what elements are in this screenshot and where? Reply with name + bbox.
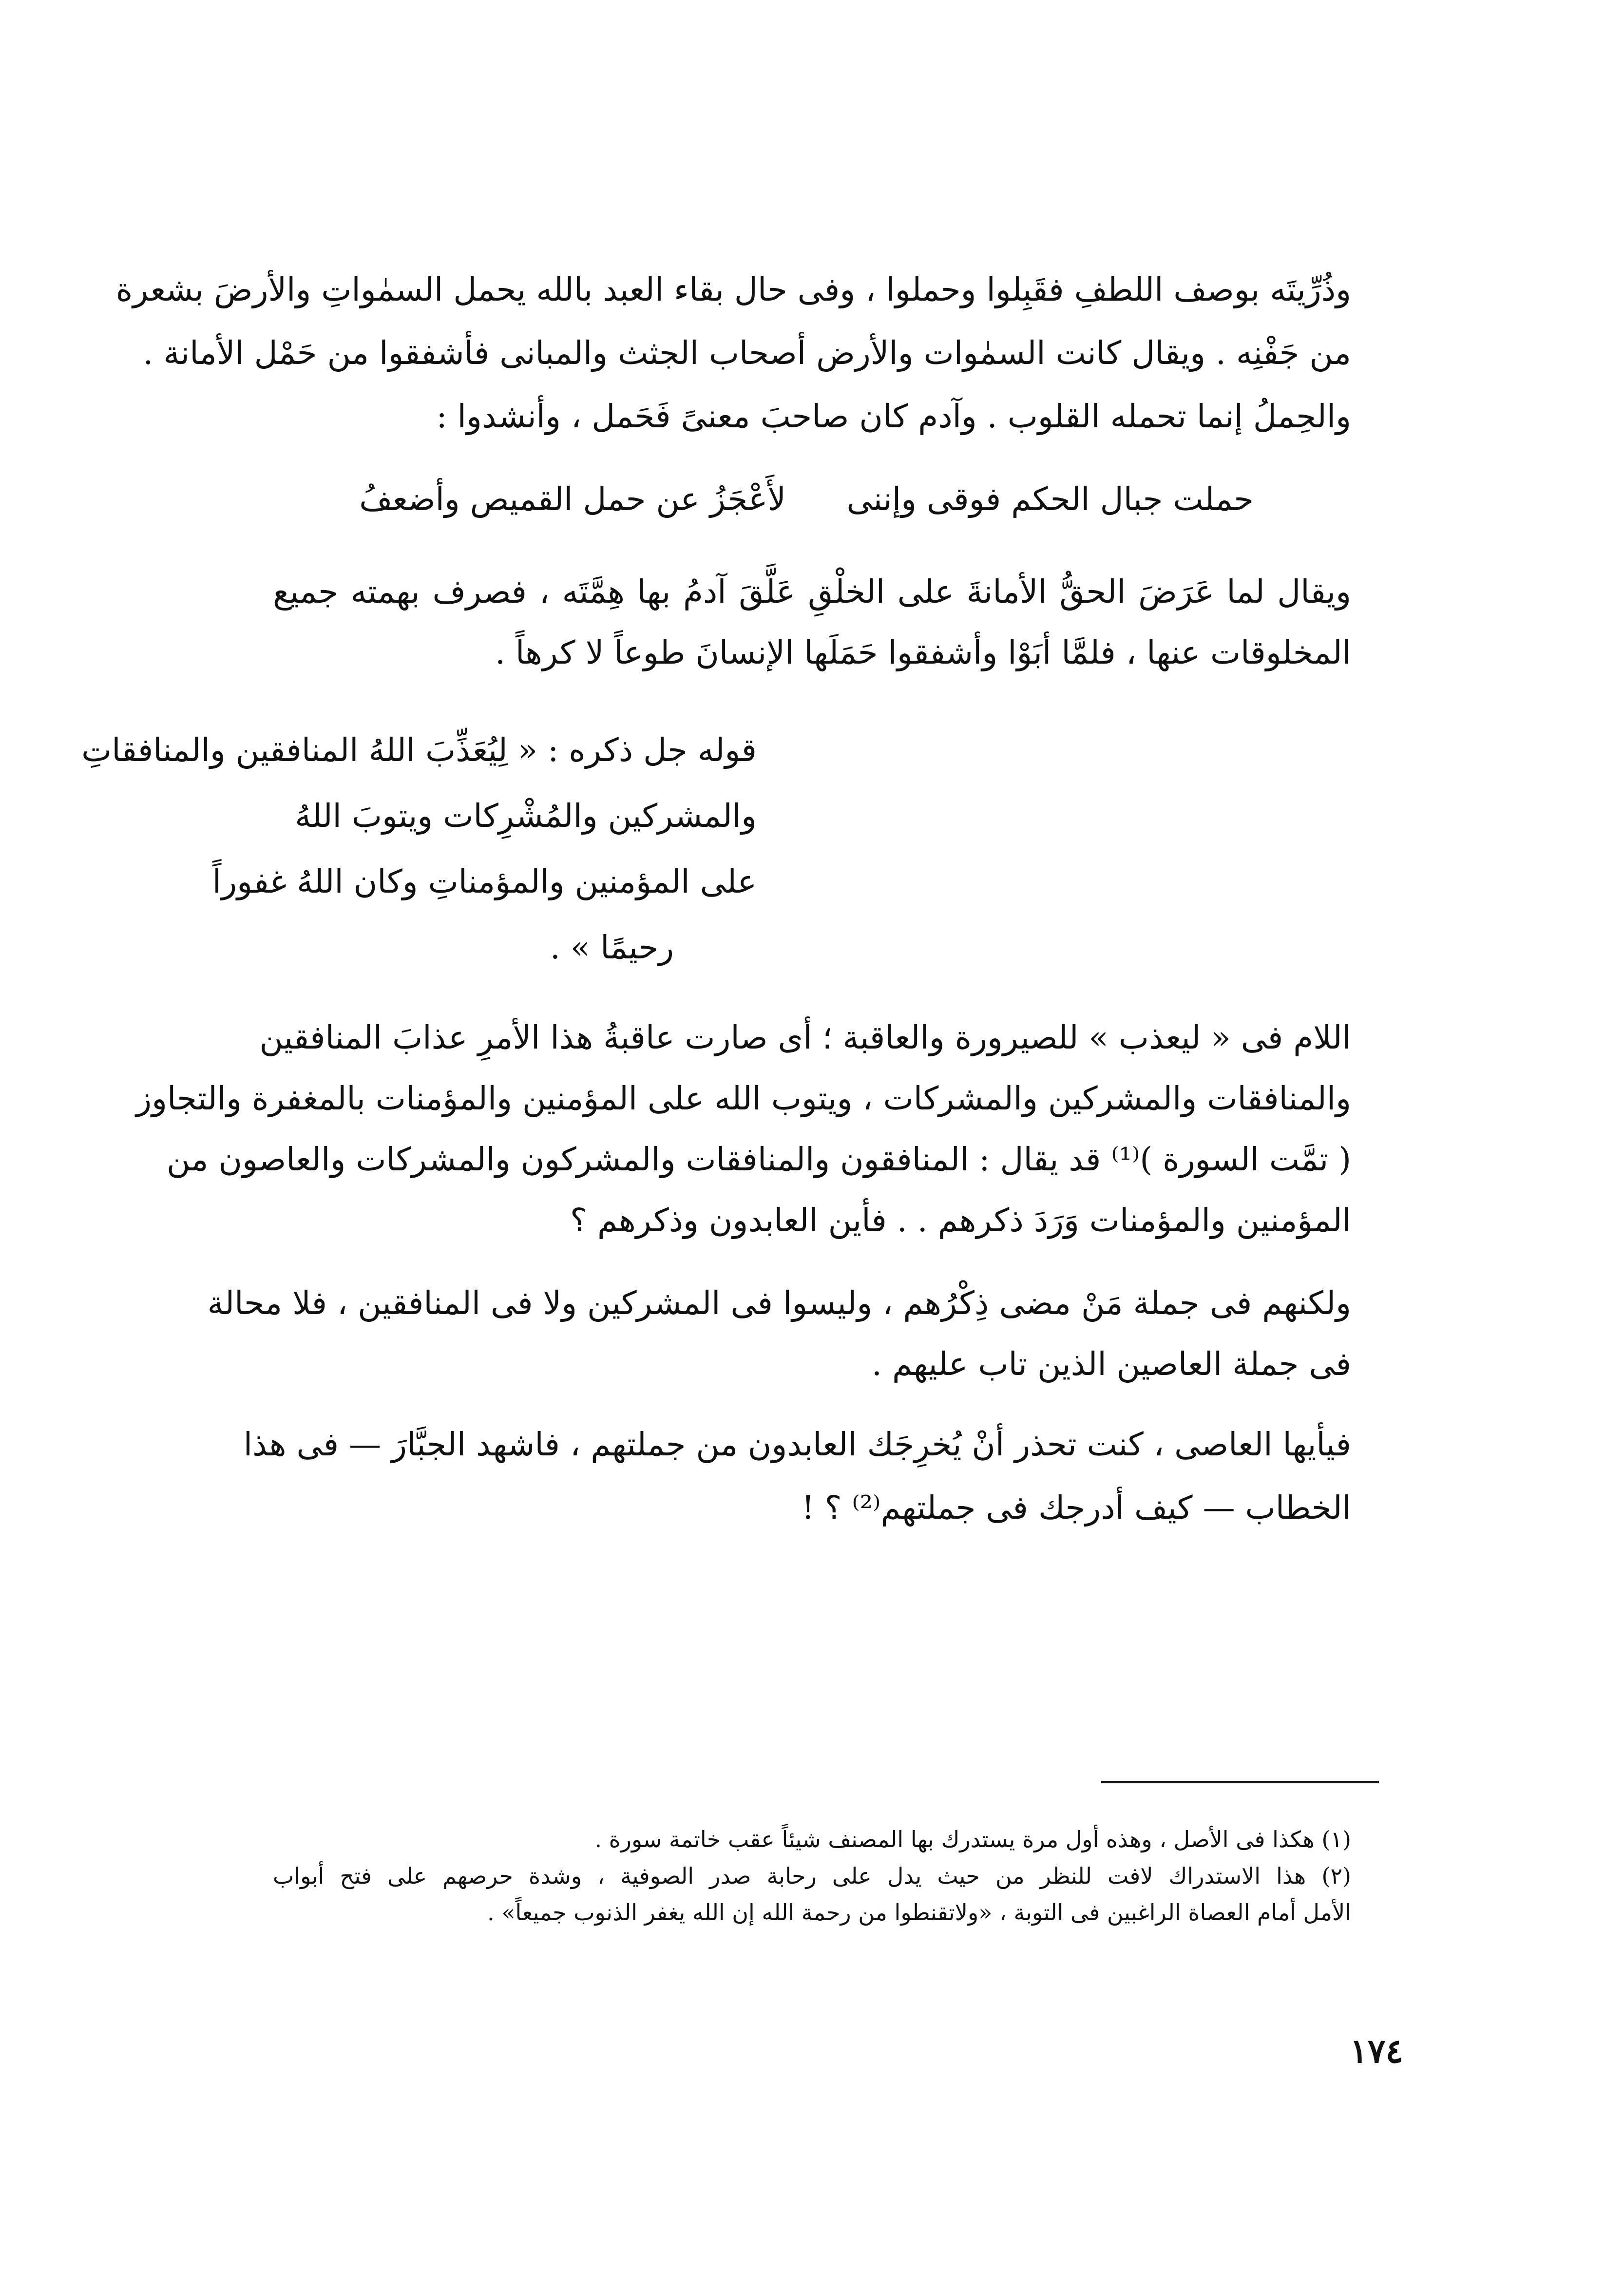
body-text-line: ولكنهم فى جملة مَنْ مضى ذِكْرُهم ، وليسوا فى المشركين ولا فى المنافقين ، فلا محالة: [207, 1284, 1351, 1322]
footnote-line: (١) هكذا فى الأصل ، وهذه أول مرة يستدرك بها المصنف شيئاً عقب خاتمة سورة .: [594, 1826, 1351, 1852]
body-text-line: والمنافقات والمشركين والمشركات ، ويتوب الله على المؤمنين والمؤمنات بالمغفرة والتجاوز: [136, 1080, 1351, 1117]
body-text-line: اللام فى « ليعذب » للصيرورة والعاقبة ؛ أى صارت عاقبةُ هذا الأمرِ عذابَ المنافقين: [259, 1019, 1351, 1056]
body-text-line: المؤمنين والمؤمنات وَرَدَ ذكرهم . . فأين العابدون وذكرهم ؟: [570, 1202, 1351, 1239]
body-text-line: ويقال لما عَرَضَ الحقُّ الأمانةَ على الخلْقِ عَلَّقَ آدمُ بها هِمَّتَه ، فصرف بهمته جميع: [273, 573, 1351, 611]
body-text-line: الخطاب — كيف أدرجك فى جملتهم⁽²⁾ ؟ !: [801, 1489, 1351, 1527]
footnote-line: (٢) هذا الاستدراك لافت للنظر من حيث يدل على رحابة صدر الصوفية ، وشدة حرصهم على فتح أبواب: [273, 1863, 1351, 1889]
body-text-line: فيأيها العاصى ، كنت تحذر أنْ يُخرِجَك العابدون من جملتهم ، فاشهد الجبَّارَ — فى هذا: [243, 1426, 1351, 1463]
body-text-line: من جَفْنِه . ويقال كانت السمٰوات والأرض أصحاب الجثث والمبانى فأشفقوا من حَمْل الأمانة .: [143, 334, 1351, 372]
verse-hemistich-2: لأَعْجَزُ عن حمل القميص وأضعفُ: [359, 480, 786, 518]
body-text-line: والحِملُ إنما تحمله القلوب . وآدم كان صاحبَ معنىً فَحَمل ، وأنشدوا :: [436, 398, 1351, 435]
body-text-line: وذُرِّيتَه بوصف اللطفِ فقَبِلوا وحملوا ، وفى حال بقاء العبد بالله يحمل السمٰواتِ والأرضَ بشعرة: [115, 271, 1351, 308]
body-text-line: ( تمَّت السورة )⁽¹⁾ قد يقال : المنافقون والمنافقات والمشركون والمشركات والعاصون من: [166, 1141, 1351, 1178]
quran-verse-line: قوله جل ذكره : « لِيُعَذِّبَ اللهُ المنافقين والمنافقاتِ: [81, 731, 757, 769]
footnote-separator: [1101, 1781, 1379, 1783]
quran-verse-line: على المؤمنين والمؤمناتِ وكان اللهُ غفوراً: [212, 863, 757, 900]
body-text-line: المخلوقات عنها ، فلمَّا أبَوْا وأشفقوا حَمَلَها الإنسانَ طوعاً لا كرهاً .: [495, 634, 1351, 671]
quran-verse-line: رحيمًا » .: [550, 929, 674, 966]
footnote-line: الأمل أمام العصاة الراغبين فى التوبة ، «ولاتقنطوا من رحمة الله إن الله يغفر الذنوب جميعاً» .: [487, 1899, 1351, 1926]
verse-hemistich-1: حملت جبال الحكم فوقى وإننى: [846, 480, 1254, 518]
quran-verse-line: والمشركين والمُشْرِكات ويتوبَ اللهُ: [295, 797, 757, 835]
body-text-line: فى جملة العاصين الذين تاب عليهم .: [871, 1345, 1351, 1383]
page-number: ١٧٤: [1350, 2032, 1403, 2071]
